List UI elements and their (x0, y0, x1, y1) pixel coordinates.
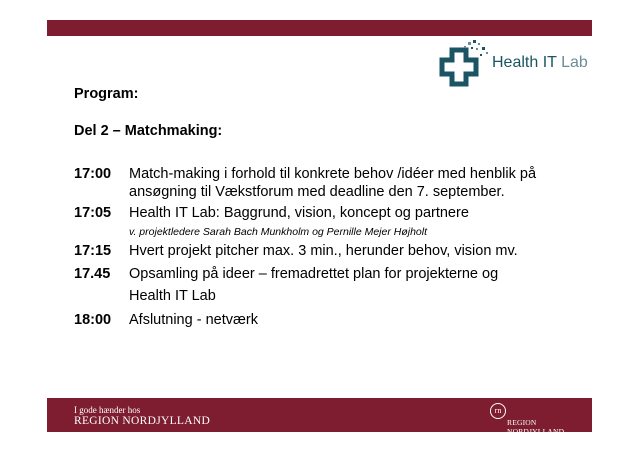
footer-region-name: REGION NORDJYLLAND (74, 415, 211, 427)
region-seal-icon: rn (490, 403, 506, 419)
logo-wordmark (492, 54, 588, 72)
logo-lab: Lab (561, 54, 588, 71)
program-title: Program: (74, 86, 139, 102)
agenda-text: Hvert projekt pitcher max. 3 min., herunder behov, vision mv. (129, 243, 518, 259)
agenda-text: Health IT Lab: Baggrund, vision, koncept og partnere (129, 205, 469, 221)
medical-cross-icon (438, 38, 498, 88)
footer-tagline: I gode hænder hos (74, 405, 141, 415)
agenda-text: Opsamling på ideer – fremadrettet plan for projekterne og (129, 266, 499, 282)
agenda-time: 17:15 (74, 243, 112, 259)
agenda-note: v. projektledere Sarah Bach Munkholm og Pernille Mejer Højholt (129, 226, 428, 238)
agenda-time: 17:05 (74, 205, 112, 221)
logo-health: Health (492, 54, 539, 71)
agenda-text: Afslutning - netværk (129, 312, 258, 328)
logo-it: IT (538, 54, 562, 71)
agenda-time: 18:00 (74, 312, 112, 328)
top-banner (47, 20, 592, 36)
footer-region-logo-text: REGION NORDJYLLAND (507, 418, 565, 436)
agenda-text: Health IT Lab (129, 288, 216, 304)
agenda-text: Match-making i forhold til konkrete behov /idéer med henblik på (129, 166, 537, 182)
footer-banner (47, 398, 592, 436)
agenda-text: ansøgning til Vækstforum med deadline den 7. september. (129, 184, 505, 200)
section-title: Del 2 – Matchmaking: (74, 123, 223, 139)
agenda-time: 17:00 (74, 166, 112, 182)
agenda-time: 17.45 (74, 266, 111, 282)
